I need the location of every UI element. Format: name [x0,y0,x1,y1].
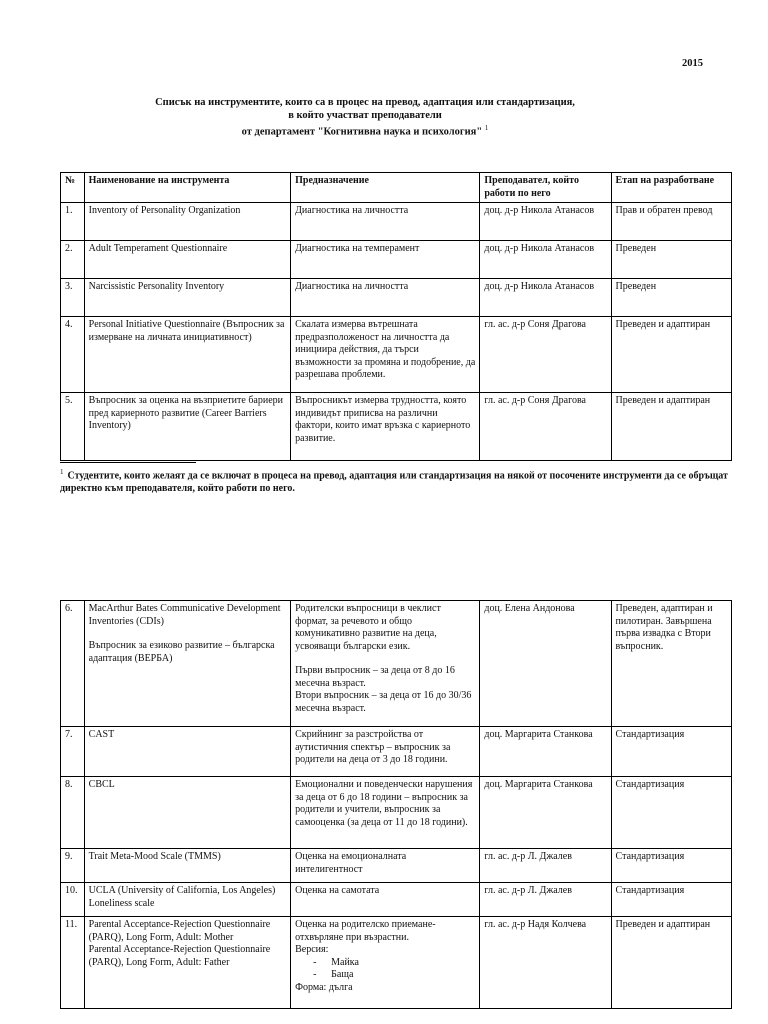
table-row [61,883,732,917]
teacher: гл. ас. д-р Надя Колчева [480,917,611,1009]
cell-line: Първи въпросник – за деца от 8 до 16 месечна възраст. [295,665,455,689]
cell-line: Parental Acceptance-Rejection Questionnaire (PARQ), Long Form, Adult: Mother [88,919,271,943]
cell-line: CBCL [88,779,115,790]
row-number: 6. [61,601,85,727]
instrument-name [84,317,290,393]
table-header-row [61,173,732,203]
row-number: 8. [61,777,85,849]
footnote-separator [60,462,196,463]
cell-line: UCLA (University of California, Los Angeles) Loneliness scale [88,885,276,909]
cell-line: Емоционални и поведенчески нарушения за деца от 6 до 18 години – въпросник за родители и учители, въпросник за самооценка (за деца от 11 до 18 години). [295,779,473,828]
teacher: доц. д-р Никола Атанасов [480,203,611,241]
title-line-2: в който участват преподаватели [288,110,442,121]
cell-line: Версия: [295,944,329,955]
version-item: - Майка [331,957,475,970]
row-number: 11. [61,917,85,1009]
version-list [295,957,475,982]
instrument-name [84,727,290,777]
cell-line: CAST [88,729,115,740]
row-number: 7. [61,727,85,777]
development-stage: Преведен [611,279,731,317]
teacher: доц. Елена Андонова [480,601,611,727]
title-line-3: от департамент "Когнитивна наука и психология" $^1$ [241,124,489,138]
footnote [60,466,732,495]
development-stage: Стандартизация [611,777,731,849]
instrument-purpose [291,727,480,777]
instrument-purpose [291,203,480,241]
development-stage: Стандартизация [611,727,731,777]
row-number: 10. [61,883,85,917]
development-stage: Прав и обратен превод [611,203,731,241]
table-row [61,317,732,393]
development-stage: Стандартизация [611,883,731,917]
cell-line: Диагностика на темперамент [295,243,420,254]
cell-line: Narcissistic Personality Inventory [88,281,225,292]
title-line-1: Списък на инструментите, които са в процес на превод, адаптация или стандартизация, [155,97,575,108]
table-row [61,241,732,279]
instrument-purpose [291,601,480,727]
instrument-purpose [291,241,480,279]
teacher: гл. ас. д-р Соня Драгова [480,393,611,461]
table-row [61,203,732,241]
instrument-purpose [291,883,480,917]
instrument-name [84,601,290,727]
instrument-name [84,203,290,241]
teacher: гл. ас. д-р Соня Драгова [480,317,611,393]
version-item: - Баща [331,969,475,982]
instrument-name [84,279,290,317]
cell-line: Оценка на родителско приемане-отхвърляне при възрастни. [295,919,436,943]
instrument-purpose [291,393,480,461]
header-teacher: Преподавател, който работи по него [480,173,611,203]
cell-line: Personal Initiative Questionnaire (Въпросник за измерване на личната инициативност) [88,319,285,343]
instrument-name [84,241,290,279]
instrument-name [84,849,290,883]
teacher: доц. д-р Никола Атанасов [480,241,611,279]
row-number: 5. [61,393,85,461]
teacher: доц. Маргарита Станкова [480,777,611,849]
table-row [61,917,732,1009]
cell-line: Скалата измерва вътрешната предразположеност на личността да инициира действия, да търси възможности за промяна и подобрение, да разрешава проблеми. [295,319,476,380]
cell-line: Диагностика на личността [295,281,409,292]
development-stage: Стандартизация [611,849,731,883]
cell-line: Въпросник за езиково развитие – българска адаптация (ВЕРБА) [88,640,275,664]
footnote-text: Студентите, които желаят да се включат в процеса на превод, адаптация или стандартизация на някой от посочените инструменти да се обръщат директно към преподавателя, който работи по него. [60,470,728,495]
instruments-table-part-2 [60,600,732,1009]
teacher: доц. д-р Никола Атанасов [480,279,611,317]
teacher: гл. ас. д-р Л. Джалев [480,883,611,917]
cell-line: Inventory of Personality Organization [88,205,241,216]
instrument-purpose [291,279,480,317]
instrument-purpose [291,317,480,393]
table-row [61,777,732,849]
development-stage: Преведен и адаптиран [611,917,731,1009]
cell-line: Скрийнинг за разстройства от аутистичния спектър – въпросник за родители на деца от 3 до 18 години. [295,729,451,765]
cell-line: Втори въпросник – за деца от 16 до 30/36 месечна възраст. [295,690,472,714]
row-number: 2. [61,241,85,279]
cell-line: Parental Acceptance-Rejection Questionnaire (PARQ), Long Form, Adult: Father [88,944,271,968]
cell-line: Оценка на самотата [295,885,380,896]
header-purpose: Предназначение [291,173,480,203]
development-stage: Преведен [611,241,731,279]
cell-line: MacArthur Bates Communicative Development Inventories (CDIs) [88,603,281,627]
instrument-name [84,917,290,1009]
development-stage: Преведен, адаптиран и пилотиран. Завършена първа извадка с Втори въпросник. [611,601,731,727]
row-number: 3. [61,279,85,317]
cell-line: Родителски въпросници в чеклист формат, за речевото и общо комуникативно развитие на деца, усвояващи български език. [295,603,441,652]
header-stage: Етап на разработване [611,173,731,203]
instrument-name [84,777,290,849]
development-stage: Преведен и адаптиран [611,317,731,393]
table-row [61,849,732,883]
instrument-name [84,393,290,461]
instrument-name [84,883,290,917]
title-footnote-mark: 1 [484,124,489,132]
cell-line: Adult Temperament Questionnaire [88,243,228,254]
form-type: Форма: дълга [295,981,353,993]
teacher: доц. Маргарита Станкова [480,727,611,777]
table-row [61,279,732,317]
cell-line: Trait Meta-Mood Scale (TMMS) [88,851,221,862]
document-year: 2015 [682,58,703,69]
document-title [60,96,670,139]
cell-line: Оценка на емоционалната интелигентност [295,851,407,875]
instrument-purpose [291,917,480,1009]
row-number: 9. [61,849,85,883]
instrument-purpose [291,849,480,883]
cell-line: Въпросникът измерва трудността, която индивидът приписва на различни фактори, които имат връзка с кариерното развитие. [295,395,471,444]
cell-line: Въпросник за оценка на възприетите бариери пред кариерното развитие (Career Barriers Inventory) [88,395,283,431]
table-row [61,727,732,777]
table-row [61,601,732,727]
development-stage: Преведен и адаптиран [611,393,731,461]
teacher: гл. ас. д-р Л. Джалев [480,849,611,883]
header-number: № [61,173,85,203]
footnote-mark: 1 [60,468,64,476]
header-name: Наименование на инструмента [84,173,290,203]
table-row [61,393,732,461]
row-number: 1. [61,203,85,241]
row-number: 4. [61,317,85,393]
instruments-table-part-1 [60,172,732,461]
cell-line: Диагностика на личността [295,205,409,216]
instrument-purpose [291,777,480,849]
